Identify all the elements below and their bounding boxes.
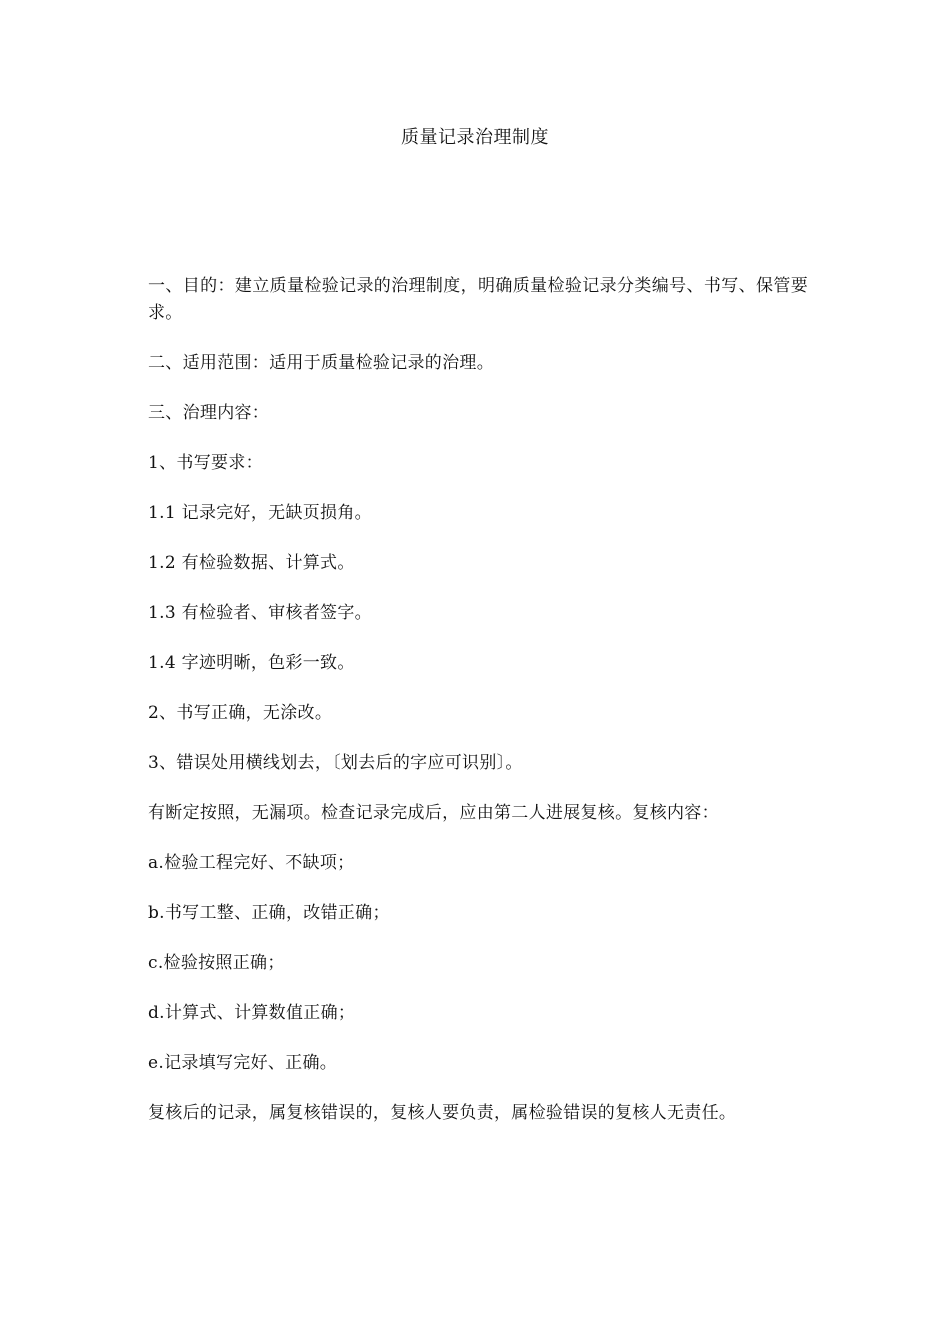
paragraph-item-3: 3、错误处用横线划去，〔划去后的字应可识别〕。 [148,753,523,773]
paragraph-review-e: e.记录填写完好、正确。 [148,1053,338,1073]
paragraph-item-1-4: 1.4 字迹明晰，色彩一致。 [148,653,355,673]
paragraph-review-intro: 有断定按照，无漏项。检查记录完成后，应由第二人进展复核。复核内容： [148,803,719,823]
paragraph-content-heading: 三、治理内容： [148,403,270,423]
document-title: 质量记录治理制度 [401,127,549,148]
paragraph-item-2: 2、书写正确，无涂改。 [148,703,333,723]
paragraph-review-d: d.计算式、计算数值正确； [148,1003,356,1023]
paragraph-item-1-2: 1.2 有检验数据、计算式。 [148,553,355,573]
paragraph-purpose: 一、目的：建立质量检验记录的治理制度，明确质量检验记录分类编号、书写、保管要求。 [148,276,808,323]
paragraph-scope: 二、适用范围：适用于质量检验记录的治理。 [148,353,494,373]
paragraph-review-b: b.书写工整、正确，改错正确； [148,903,390,923]
paragraph-responsibility: 复核后的记录，属复核错误的，复核人要负责，属检验错误的复核人无责任。 [148,1103,737,1123]
paragraph-item-1-1: 1.1 记录完好，无缺页损角。 [148,503,372,523]
document-body [148,273,808,1150]
paragraph-review-a: a.检验工程完好、不缺项； [148,853,355,873]
paragraph-item-1-3: 1.3 有检验者、审核者签字。 [148,603,372,623]
paragraph-review-c: c.检验按照正确； [148,953,285,973]
paragraph-writing-requirements: 1、书写要求： [148,453,263,473]
